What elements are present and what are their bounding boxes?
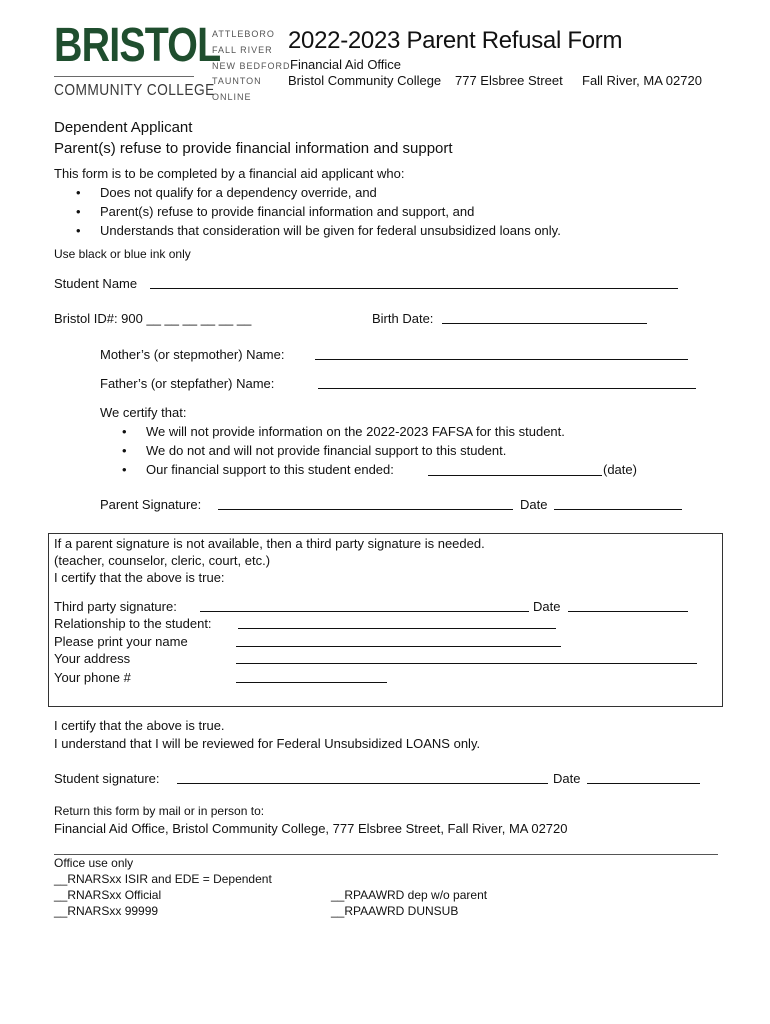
parent-date-label: Date: [520, 497, 548, 512]
intro-bullet-text: Does not qualify for a dependency override, and: [100, 185, 377, 200]
campus-taunton: TAUNTON: [212, 76, 262, 86]
heading-parent-refuse: Parent(s) refuse to provide financial information and support: [54, 140, 453, 157]
college-logo-subtitle: COMMUNITY COLLEGE: [54, 82, 215, 99]
print-name-label: Please print your name: [54, 634, 188, 649]
city-address: Fall River, MA 02720: [582, 73, 702, 88]
student-name-label: Student Name: [54, 276, 138, 291]
form-title: 2022-2023 Parent Refusal Form: [288, 27, 623, 54]
relationship-field[interactable]: [238, 628, 556, 629]
college-logo-name: BRISTOL: [54, 19, 221, 72]
address-field[interactable]: [236, 663, 697, 664]
parent-signature-field[interactable]: [218, 509, 513, 510]
certify-bullet-text: We do not and will not provide financial support to this student.: [146, 443, 507, 458]
father-name-field[interactable]: [318, 388, 696, 389]
office-code: __RNARSxx ISIR and EDE = Dependent: [54, 872, 272, 886]
certify-bullet-text: Our financial support to this student ended:: [146, 462, 394, 477]
phone-label: Your phone #: [54, 670, 131, 685]
heading-dependent-applicant: Dependent Applicant: [54, 119, 193, 136]
father-name-label: Father’s (or stepfather) Name:: [100, 376, 275, 391]
office-code: __RPAAWRD dep w/o parent: [331, 888, 488, 902]
campus-fall-river: FALL RIVER: [212, 45, 273, 55]
certify-bullet-text: We will not provide information on the 2022-2023 FAFSA for this student.: [146, 424, 565, 439]
logo-divider: [54, 76, 194, 77]
support-ended-date-field[interactable]: [428, 475, 602, 476]
bullet-icon: •: [122, 462, 127, 477]
parent-signature-label: Parent Signature:: [100, 497, 202, 512]
ink-note: Use black or blue ink only: [54, 247, 191, 261]
college-name: Bristol Community College: [288, 73, 442, 88]
phone-field[interactable]: [236, 682, 387, 683]
student-name-field[interactable]: [150, 288, 678, 289]
print-name-field[interactable]: [236, 646, 561, 647]
third-party-date-field[interactable]: [568, 611, 688, 612]
campus-attleboro: ATTLEBORO: [212, 29, 275, 39]
student-review-line: I understand that I will be reviewed for Federal Unsubsidized LOANS only.: [54, 736, 481, 751]
student-signature-field[interactable]: [177, 783, 548, 784]
office-use-title: Office use only: [54, 856, 134, 870]
return-address: Financial Aid Office, Bristol Community College, 777 Elsbree Street, Fall River, MA 02720: [54, 821, 568, 836]
third-party-signature-label: Third party signature:: [54, 599, 177, 614]
street-address: 777 Elsbree Street: [455, 73, 563, 88]
student-signature-label: Student signature:: [54, 771, 160, 786]
birth-date-label: Birth Date:: [372, 311, 434, 326]
intro-bullet-text: Understands that consideration will be given for federal unsubsidized loans only.: [100, 223, 561, 238]
address-label: Your address: [54, 651, 131, 666]
bristol-id-label[interactable]: Bristol ID#: 900 __ __ __ __ __ __: [54, 311, 252, 326]
parent-date-field[interactable]: [554, 509, 682, 510]
campus-new-bedford: NEW BEDFORD: [212, 61, 291, 71]
bullet-icon: •: [122, 424, 127, 439]
bullet-icon: •: [76, 204, 81, 219]
third-party-certify: I certify that the above is true:: [54, 570, 225, 585]
third-party-intro: If a parent signature is not available, then a third party signature is needed.: [54, 536, 485, 551]
third-party-examples: (teacher, counselor, cleric, court, etc.): [54, 553, 271, 568]
relationship-label: Relationship to the student:: [54, 616, 212, 631]
mother-name-field[interactable]: [315, 359, 688, 360]
student-certify-line: I certify that the above is true.: [54, 718, 225, 733]
intro-lead: This form is to be completed by a financial aid applicant who:: [54, 166, 405, 181]
date-suffix: (date): [603, 462, 637, 477]
office-divider: [54, 854, 718, 855]
bullet-icon: •: [76, 223, 81, 238]
office-name: Financial Aid Office: [290, 57, 402, 72]
return-instructions: Return this form by mail or in person to:: [54, 804, 265, 818]
student-date-field[interactable]: [587, 783, 700, 784]
campus-online: ONLINE: [212, 92, 252, 102]
intro-bullet-text: Parent(s) refuse to provide financial information and support, and: [100, 204, 475, 219]
office-code: __RPAAWRD DUNSUB: [331, 904, 459, 918]
mother-name-label: Mother’s (or stepmother) Name:: [100, 347, 285, 362]
birth-date-field[interactable]: [442, 323, 647, 324]
third-party-date-label: Date: [533, 599, 561, 614]
student-date-label: Date: [553, 771, 581, 786]
office-code: __RNARSxx Official: [54, 888, 162, 902]
bullet-icon: •: [122, 443, 127, 458]
certify-heading: We certify that:: [100, 405, 187, 420]
office-code: __RNARSxx 99999: [54, 904, 159, 918]
third-party-signature-field[interactable]: [200, 611, 529, 612]
bullet-icon: •: [76, 185, 81, 200]
